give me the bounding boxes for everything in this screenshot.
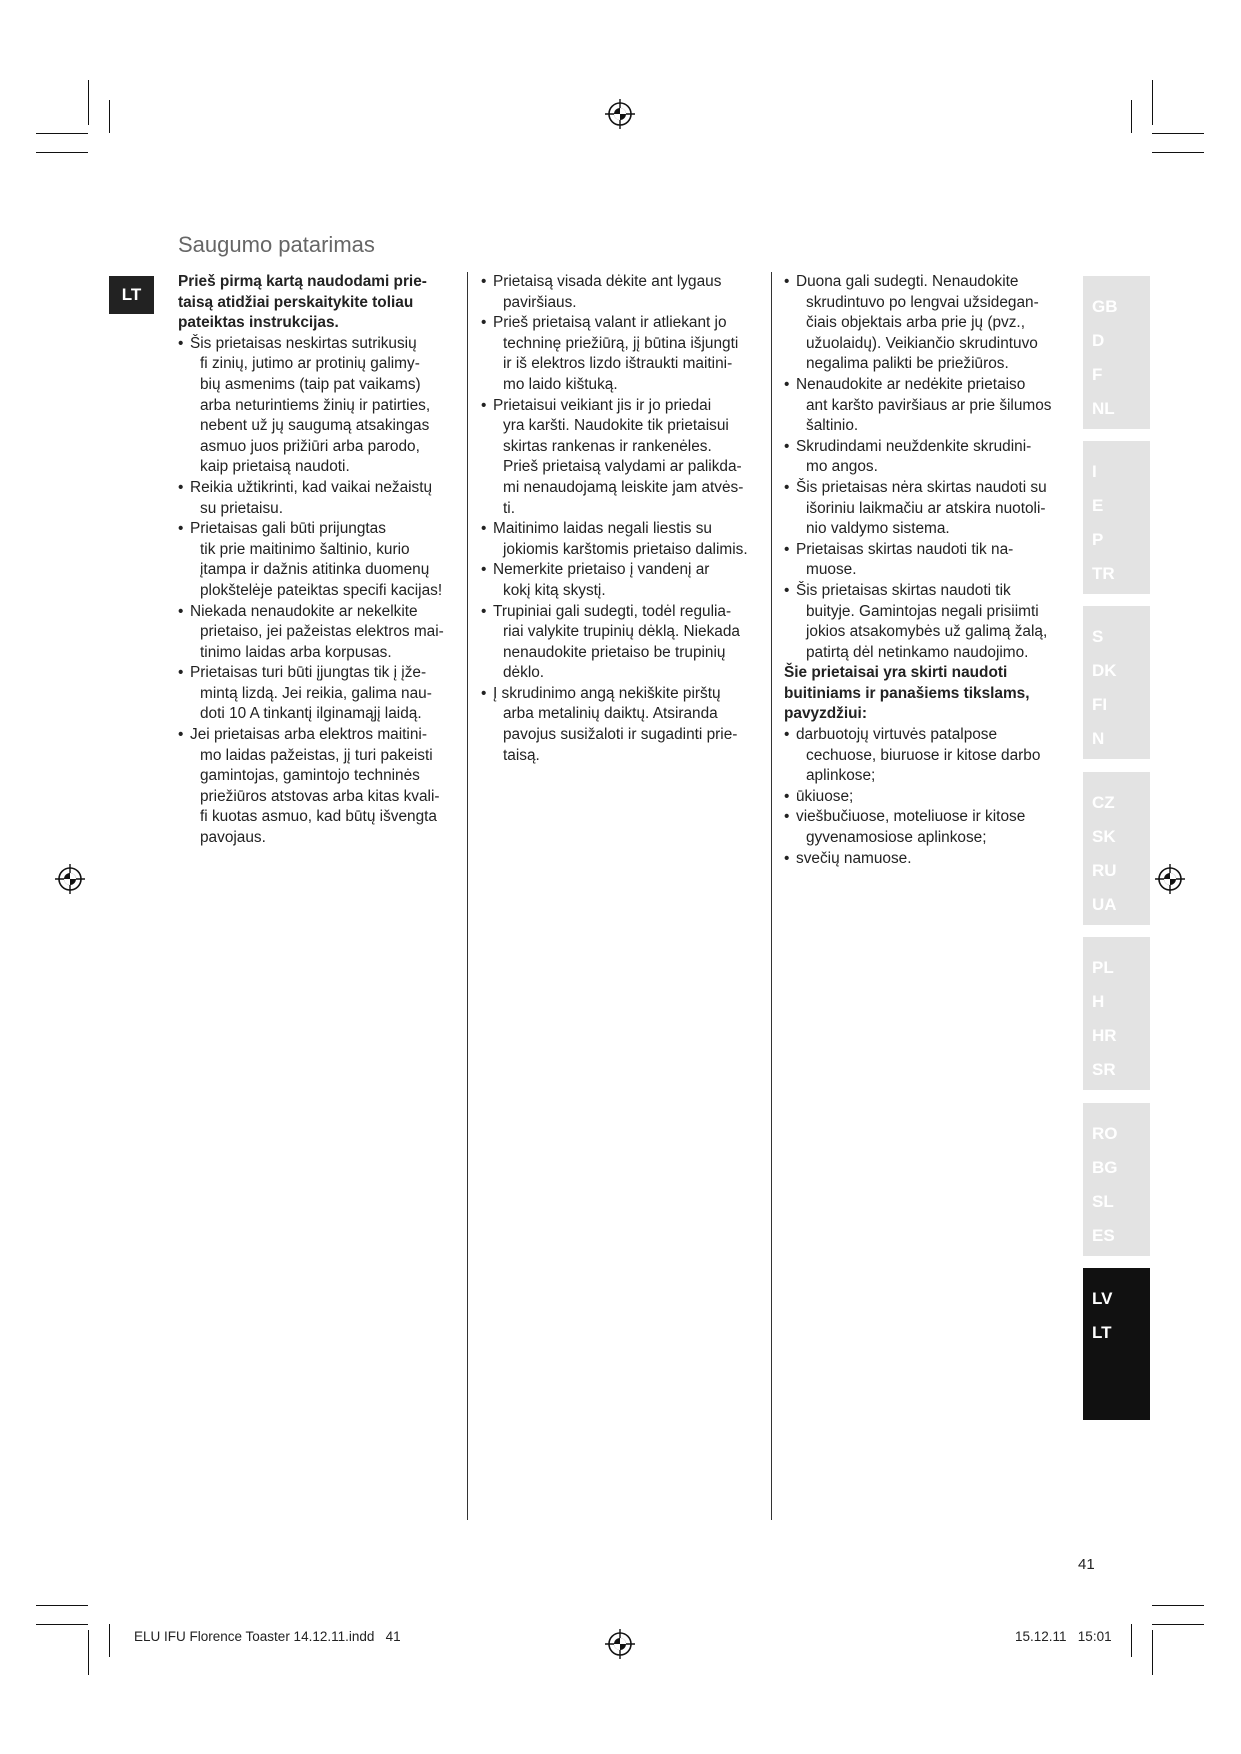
safety-list-2 (481, 272, 753, 766)
language-code: N (1092, 729, 1105, 748)
registration-mark-icon (605, 99, 635, 129)
crop-mark (1152, 1630, 1153, 1675)
language-code: LT (1092, 1323, 1112, 1342)
list-item: • Niekada nenaudokite ar nekelkite prietaiso, jei pažeistas elektros mai- tinimo laidas arba korpusas. (178, 602, 450, 664)
language-code: CZ (1092, 793, 1115, 812)
language-code: PL (1092, 958, 1114, 977)
safety-list-1 (178, 334, 450, 849)
language-code: DK (1092, 661, 1117, 680)
list-item: • Šis prietaisas neskirtas sutrikusių fi zinių, jutimo ar protinių galimy- bių asmenims (taip pat vaikams) arba neturintiems žinių ir patirties, nebent už jų saugumą atsakingas asmuo juos prižiūri arba parodo, kaip prietaisą naudoti. (178, 334, 450, 478)
language-code: H (1092, 992, 1105, 1011)
crop-mark (36, 152, 88, 153)
crop-mark (1131, 1624, 1132, 1657)
language-code: E (1092, 496, 1104, 515)
list-item: • ūkiuose; (784, 787, 1056, 808)
language-code: LV (1092, 1289, 1113, 1308)
crop-mark (88, 80, 89, 125)
crop-mark (1152, 152, 1204, 153)
footer-file: ELU IFU Florence Toaster 14.12.11.indd 41 (134, 1629, 401, 1644)
language-code: NL (1092, 399, 1115, 418)
language-code: RU (1092, 861, 1117, 880)
list-item: • Prietaisas turi būti įjungtas tik į įže- mintą lizdą. Jei reikia, galima nau- doti 10 A tinkantį ilginamąjį laidą. (178, 663, 450, 725)
language-code: I (1092, 462, 1097, 481)
list-item: • Šis prietaisas skirtas naudoti tik buityje. Gamintojas negali prisiimti jokios atsakomybės už galimą žalą, patirtą dėl netinkamo naudojimo. (784, 581, 1056, 663)
list-item: • Prietaisą visada dėkite ant lygaus paviršiaus. (481, 272, 753, 313)
list-item: • Duona gali sudegti. Nenaudokite skrudintuvo po lengvai užsidegan- čiais objektais arba prie jų (pvz., užuolaidų). Veikiančio skrudintuvo negalima palikti be priežiūros. (784, 272, 1056, 375)
language-badge: LT (109, 276, 154, 314)
language-tab-group (1083, 937, 1150, 1090)
language-code: UA (1092, 895, 1117, 914)
language-tab-group (1083, 441, 1150, 594)
language-code: D (1092, 331, 1105, 350)
language-tab-group (1083, 276, 1150, 429)
list-item: • svečių namuose. (784, 849, 1056, 870)
language-code: S (1092, 627, 1104, 646)
language-code: TR (1092, 564, 1115, 583)
language-code: ES (1092, 1226, 1115, 1245)
list-item: • Prietaisui veikiant jis ir jo priedai yra karšti. Naudokite tik prietaisui skirtas rankenas ir rankenėles. Prieš prietaisą valydami ar palikda- mi nenaudojamą leiskite jam atvės- ti. (481, 396, 753, 520)
language-code: BG (1092, 1158, 1118, 1177)
column-divider (771, 272, 772, 1520)
list-item: • Maitinimo laidas negali liestis su jokiomis karštomis prietaiso dalimis. (481, 519, 753, 560)
language-tab-group (1083, 1268, 1150, 1420)
language-code: F (1092, 365, 1103, 384)
crop-mark (1152, 80, 1153, 125)
language-code: RO (1092, 1124, 1118, 1143)
crop-mark (36, 1605, 88, 1606)
language-code: SK (1092, 827, 1116, 846)
usage-heading: Šie prietaisai yra skirti naudoti buitiniams ir panašiems tikslams, pavyzdžiui: (784, 664, 1030, 723)
language-code: GB (1092, 297, 1118, 316)
crop-mark (109, 100, 110, 133)
list-item: • Jei prietaisas arba elektros maitini- mo laidas pažeistas, jį turi pakeisti gamintojas, gamintojo techninės priežiūros atstovas arba kitas kvali- fi kuotas asmuo, kad būtų išvengta pavojaus. (178, 725, 450, 849)
page-number: 41 (1078, 1556, 1095, 1573)
crop-mark (1152, 133, 1204, 134)
crop-mark (1152, 1605, 1204, 1606)
crop-mark (109, 1624, 110, 1657)
crop-mark (1131, 100, 1132, 133)
safety-list-3 (784, 272, 1056, 663)
crop-mark (1152, 1624, 1204, 1625)
list-item: • Šis prietaisas nėra skirtas naudoti su išoriniu laikmačiu ar atskira nuotoli- nio valdymo sistema. (784, 478, 1056, 540)
list-item: • Prietaisas skirtas naudoti tik na- muose. (784, 540, 1056, 581)
registration-mark-icon (55, 864, 85, 894)
list-item: • Skrudindami neuždenkite skrudini- mo angos. (784, 437, 1056, 478)
column-divider (467, 272, 468, 1520)
language-code: SL (1092, 1192, 1114, 1211)
language-tab-group (1083, 772, 1150, 925)
registration-mark-icon (1155, 864, 1185, 894)
language-tab-group (1083, 1103, 1150, 1256)
language-code: P (1092, 530, 1104, 549)
language-code: SR (1092, 1060, 1116, 1079)
column-2 (481, 272, 753, 766)
intro-text: Prieš pirmą kartą naudodami prie- taisą atidžiai perskaitykite toliau pateiktas instrukcijas. (178, 273, 427, 332)
crop-mark (36, 133, 88, 134)
registration-mark-icon (605, 1629, 635, 1659)
column-1 (178, 272, 450, 849)
list-item: • viešbučiuose, moteliuose ir kitose gyvenamosiose aplinkose; (784, 807, 1056, 848)
language-tab-group (1083, 606, 1150, 759)
list-item: • Prietaisas gali būti prijungtas tik prie maitinimo šaltinio, kurio įtampa ir dažnis atitinka duomenų plokštelėje pateiktas specifi kacijas! (178, 519, 450, 601)
list-item: • Nemerkite prietaiso į vandenį ar kokį kitą skystį. (481, 560, 753, 601)
usage-list (784, 725, 1056, 869)
list-item: • Prieš prietaisą valant ir atliekant jo techninę priežiūrą, jį būtina išjungti ir iš elektros lizdo ištraukti maitini- mo laido kištuką. (481, 313, 753, 395)
list-item: • Nenaudokite ar nedėkite prietaiso ant karšto paviršiaus ar prie šilumos šaltinio. (784, 375, 1056, 437)
language-code: HR (1092, 1026, 1117, 1045)
crop-mark (36, 1624, 88, 1625)
list-item: • Į skrudinimo angą nekiškite pirštų arba metalinių daiktų. Atsiranda pavojus susižaloti ir sugadinti prie- taisą. (481, 684, 753, 766)
list-item: • darbuotojų virtuvės patalpose cechuose, biuruose ir kitose darbo aplinkose; (784, 725, 1056, 787)
footer-timestamp: 15.12.11 15:01 (1015, 1629, 1112, 1644)
list-item: • Reikia užtikrinti, kad vaikai nežaistų su prietaisu. (178, 478, 450, 519)
column-3 (784, 272, 1056, 869)
crop-mark (88, 1630, 89, 1675)
language-code: FI (1092, 695, 1108, 714)
list-item: • Trupiniai gali sudegti, todėl regulia- riai valykite trupinių dėklą. Niekada nenaudokite prietaiso be trupinių dėklo. (481, 602, 753, 684)
section-title: Saugumo patarimas (178, 232, 375, 257)
